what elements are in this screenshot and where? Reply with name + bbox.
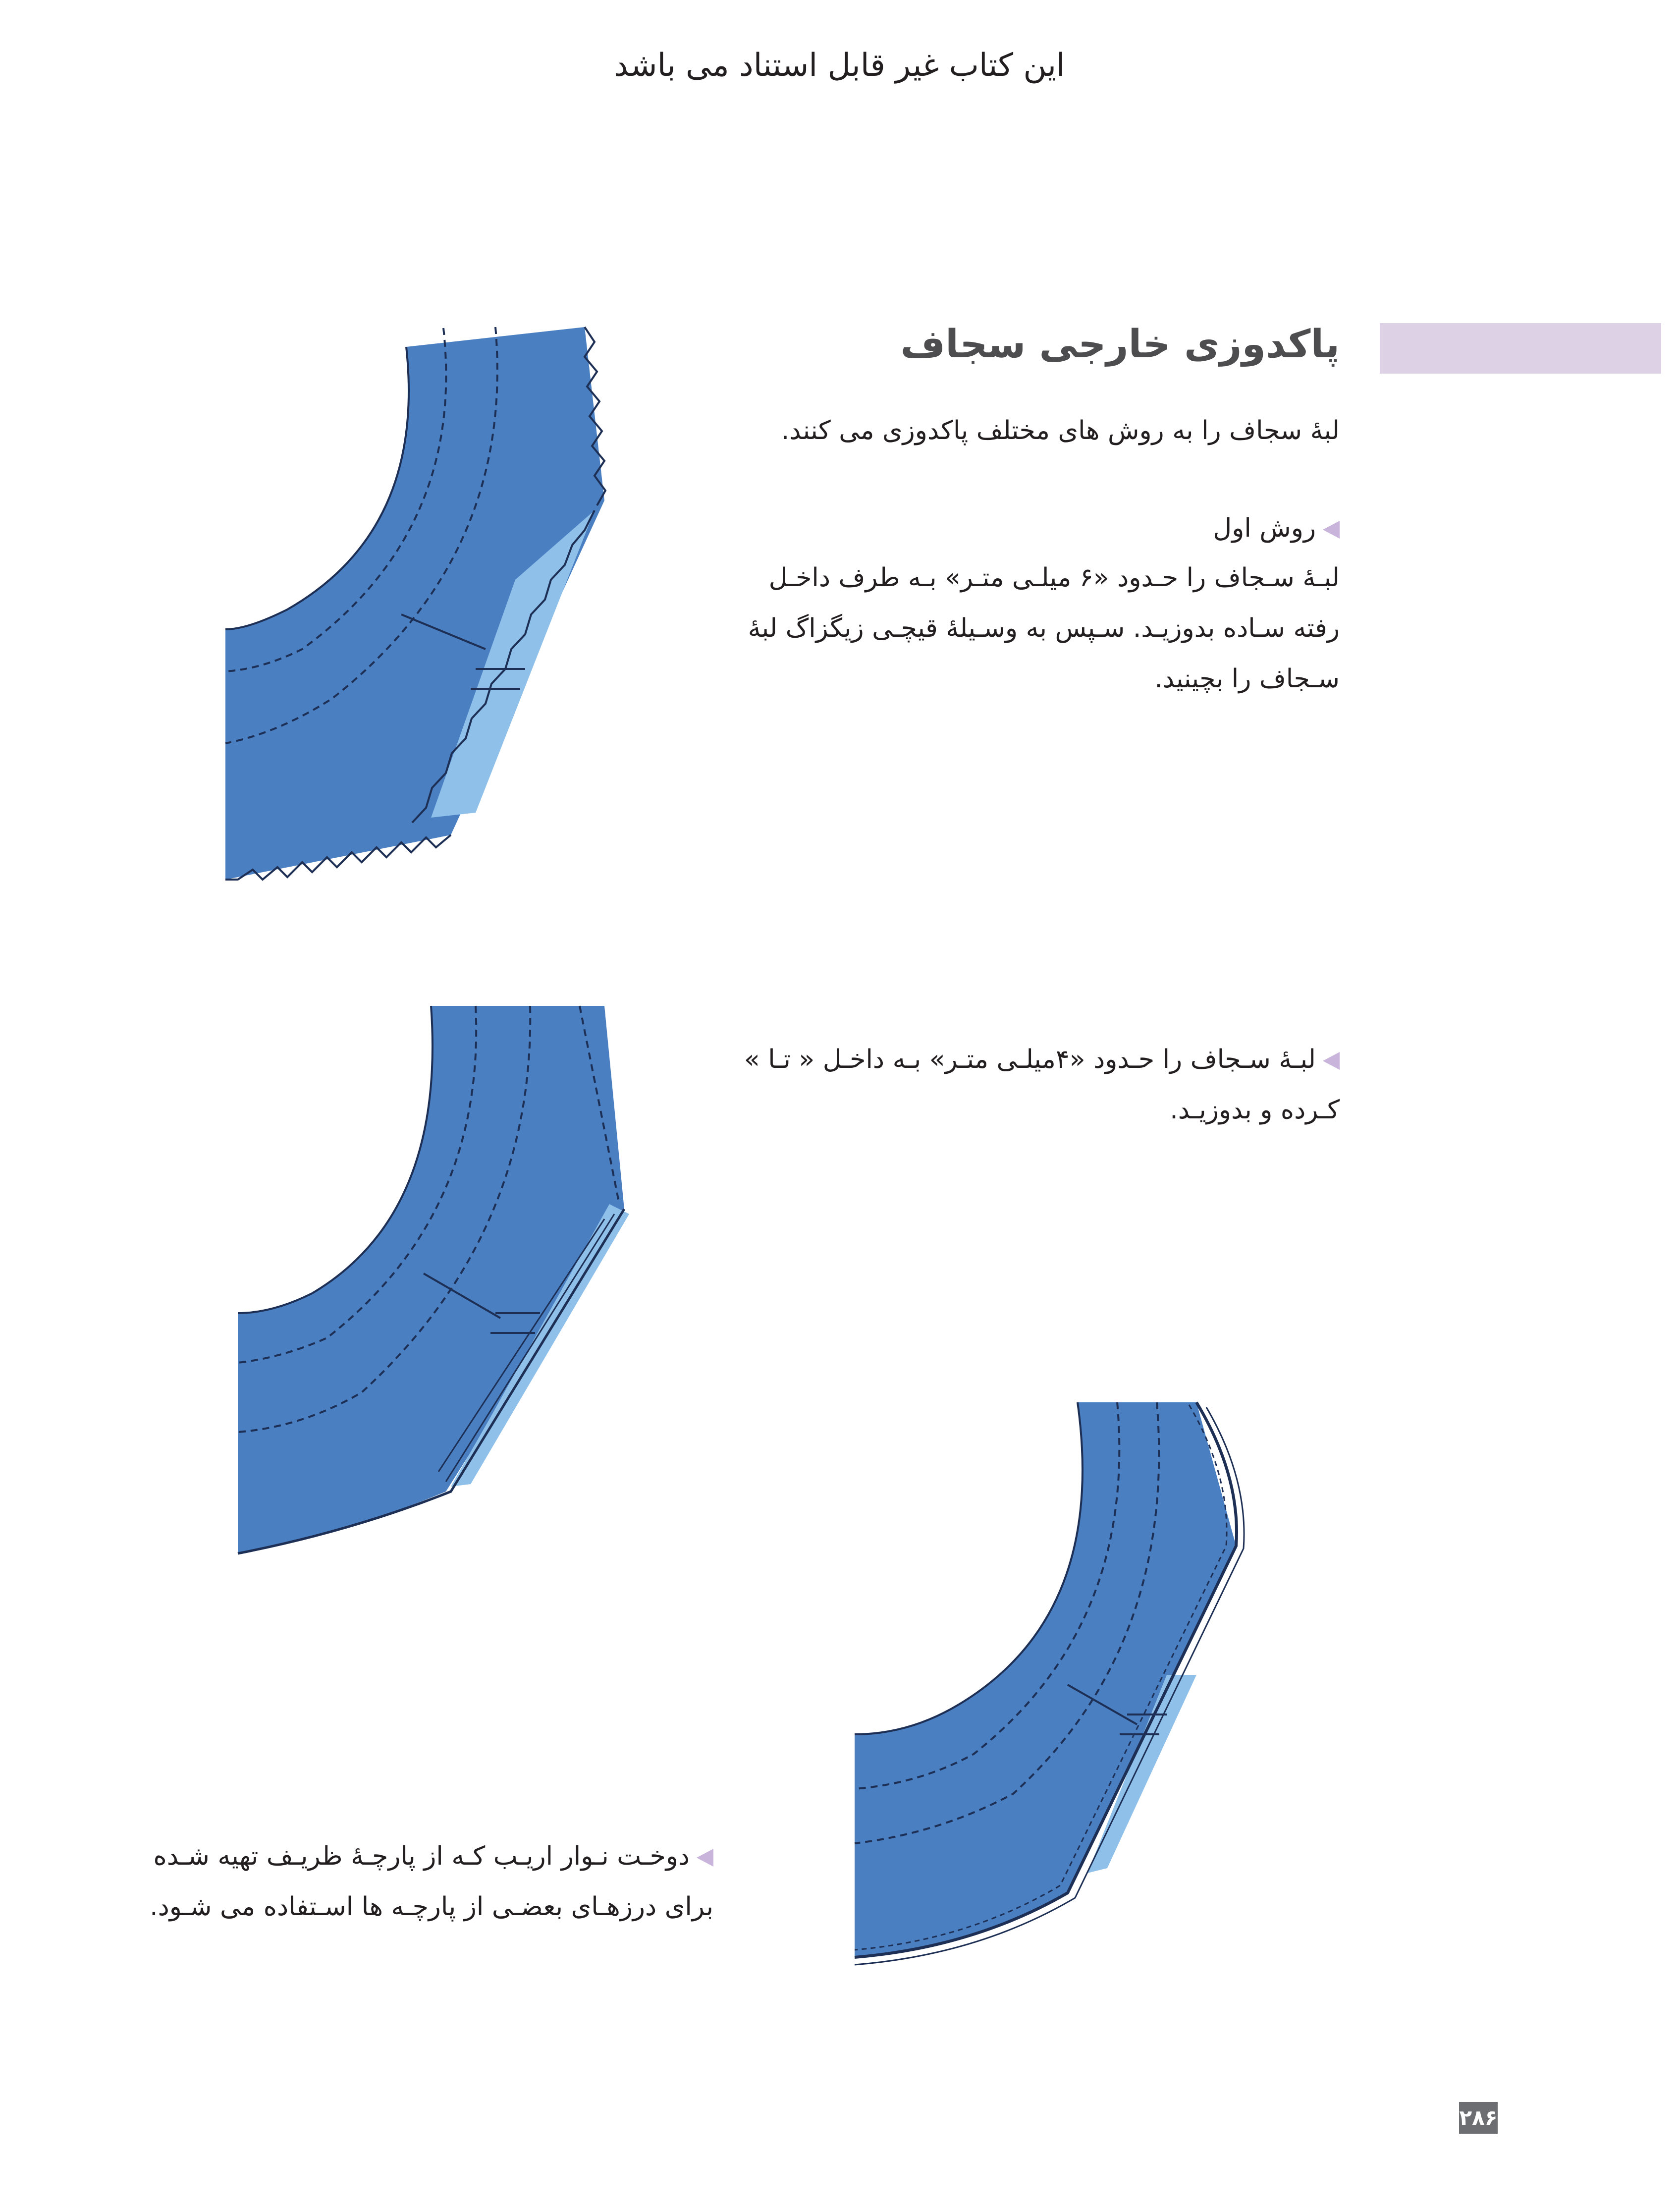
method1-heading <box>696 503 1340 553</box>
method2-text: لبـهٔ سـجاف را حـدود «۴میلـی متـر» بـه داخـل « تـا » کـرده و بدوزیـد. <box>744 1045 1340 1125</box>
bullet-triangle-icon <box>1323 521 1340 539</box>
method1-paragraph: لبـهٔ سـجاف را حـدود «۶ میلـی متـر» بـه طرف داخـل رفته سـاده بدوزیـد. سـپس به وسـیلهٔ قیچـی زیگزاگ لبهٔ سـجاف را بچینید. <box>748 563 1340 694</box>
bullet-triangle-icon <box>697 1849 713 1867</box>
section-title: پاکدوزی خارجی سجاف <box>900 322 1340 367</box>
facing-turned-illustration <box>233 996 639 1566</box>
method3-text: دوخـت نـوار اریـب کـه از پارچـهٔ ظریـف تهیه شـده برای درزهـای بعضـی از پارچـه ها اسـتفاده می شـود. <box>150 1841 713 1922</box>
page-number: ۲۸۶ <box>1459 2102 1498 2134</box>
method3-paragraph <box>119 1831 713 1932</box>
facing-zigzag-illustration <box>218 322 624 892</box>
bullet-triangle-icon <box>1323 1052 1340 1070</box>
title-accent-bar <box>1380 323 1661 374</box>
method1-heading-label: روش اول <box>1213 513 1316 543</box>
facing-bias-tape-illustration <box>850 1397 1256 1967</box>
page-header: این کتاب غیر قابل استناد می باشد <box>614 47 1065 84</box>
intro-paragraph: لبهٔ سجاف را به روش های مختلف پاکدوزی می کنند. <box>781 416 1340 445</box>
method2-paragraph <box>725 1034 1340 1135</box>
